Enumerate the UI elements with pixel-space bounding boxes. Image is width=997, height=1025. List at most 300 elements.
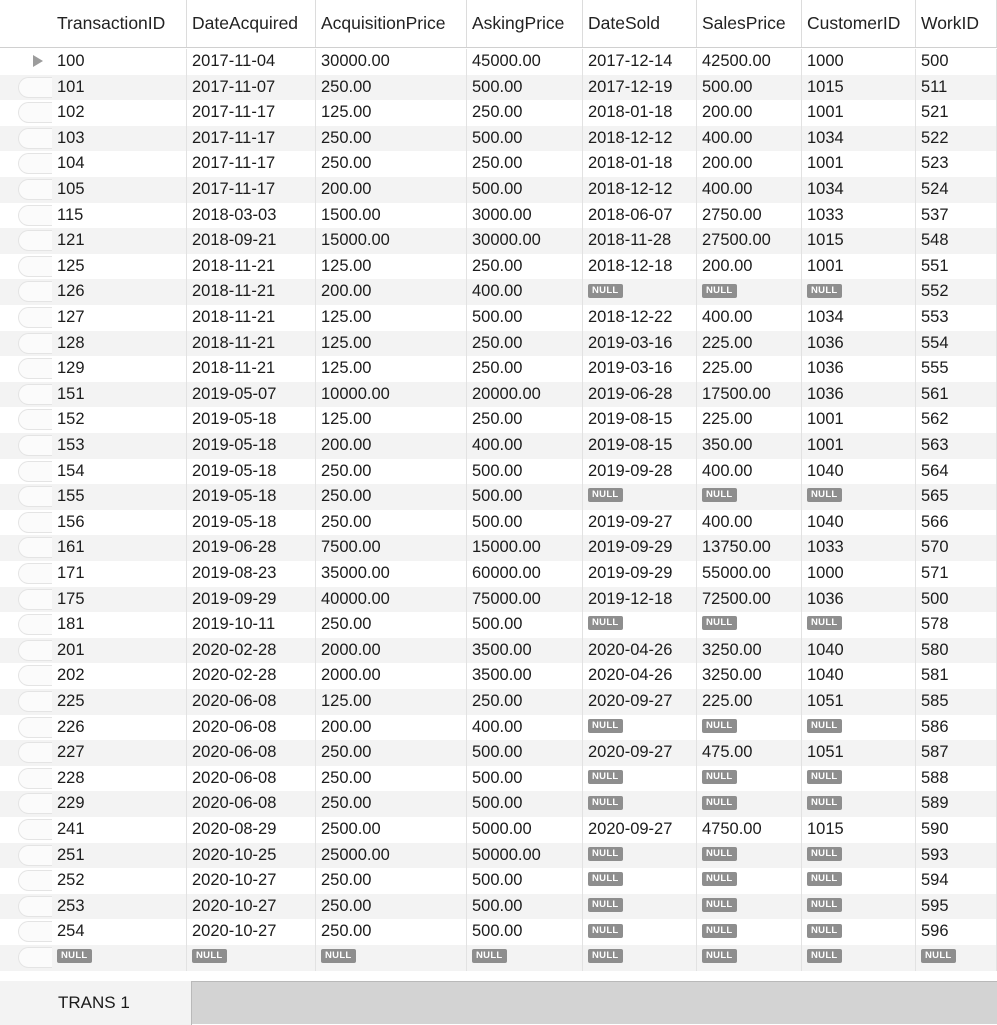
cell-datesold[interactable] — [583, 843, 697, 869]
cell-customerid[interactable] — [802, 715, 916, 741]
cell-customerid[interactable]: 1040 — [802, 638, 916, 664]
cell-acquisitionprice[interactable] — [316, 945, 467, 971]
cell-askingprice[interactable]: 400.00 — [467, 715, 583, 741]
cell-workid[interactable]: 521 — [916, 100, 997, 126]
cell-datesold[interactable]: 2019-09-28 — [583, 459, 697, 485]
table-row[interactable] — [0, 203, 997, 229]
cell-workid[interactable]: 523 — [916, 151, 997, 177]
cell-dateacquired[interactable]: 2019-05-18 — [187, 459, 316, 485]
cell-customerid[interactable]: 1001 — [802, 151, 916, 177]
cell-transactionid[interactable]: 103 — [0, 126, 187, 152]
cell-datesold[interactable] — [583, 484, 697, 510]
cell-datesold[interactable] — [583, 945, 697, 971]
cell-dateacquired[interactable]: 2020-10-27 — [187, 894, 316, 920]
cell-acquisitionprice[interactable]: 250.00 — [316, 868, 467, 894]
cell-salesprice[interactable] — [697, 843, 802, 869]
cell-acquisitionprice[interactable]: 7500.00 — [316, 535, 467, 561]
cell-customerid[interactable]: 1033 — [802, 203, 916, 229]
cell-transactionid[interactable]: 129 — [0, 356, 187, 382]
cell-workid[interactable]: 562 — [916, 407, 997, 433]
cell-workid[interactable]: 563 — [916, 433, 997, 459]
cell-transactionid[interactable]: 153 — [0, 433, 187, 459]
cell-salesprice[interactable]: 3250.00 — [697, 638, 802, 664]
cell-workid[interactable]: 555 — [916, 356, 997, 382]
column-header-transactionid[interactable]: TransactionID — [0, 0, 187, 47]
cell-datesold[interactable]: 2019-08-15 — [583, 433, 697, 459]
cell-datesold[interactable]: 2019-03-16 — [583, 356, 697, 382]
cell-askingprice[interactable]: 250.00 — [467, 100, 583, 126]
cell-datesold[interactable] — [583, 279, 697, 305]
cell-askingprice[interactable]: 250.00 — [467, 331, 583, 357]
table-row[interactable] — [0, 100, 997, 126]
table-row[interactable] — [0, 791, 997, 817]
table-row[interactable] — [0, 407, 997, 433]
cell-acquisitionprice[interactable]: 125.00 — [316, 305, 467, 331]
cell-transactionid[interactable]: 156 — [0, 510, 187, 536]
table-row[interactable] — [0, 894, 997, 920]
cell-salesprice[interactable]: 400.00 — [697, 510, 802, 536]
cell-salesprice[interactable]: 500.00 — [697, 75, 802, 101]
table-row[interactable] — [0, 356, 997, 382]
cell-transactionid[interactable]: 228 — [0, 766, 187, 792]
cell-customerid[interactable]: 1034 — [802, 177, 916, 203]
cell-salesprice[interactable]: 400.00 — [697, 126, 802, 152]
table-row[interactable] — [0, 254, 997, 280]
cell-acquisitionprice[interactable]: 250.00 — [316, 126, 467, 152]
cell-transactionid[interactable]: 254 — [0, 919, 187, 945]
cell-workid[interactable] — [916, 945, 997, 971]
cell-salesprice[interactable] — [697, 484, 802, 510]
cell-workid[interactable]: 500 — [916, 49, 997, 75]
cell-datesold[interactable] — [583, 868, 697, 894]
column-header-dateacquired[interactable]: DateAcquired — [187, 0, 316, 47]
cell-datesold[interactable]: 2018-11-28 — [583, 228, 697, 254]
column-header-salesprice[interactable]: SalesPrice — [697, 0, 802, 47]
cell-transactionid[interactable]: 128 — [0, 331, 187, 357]
cell-acquisitionprice[interactable]: 250.00 — [316, 894, 467, 920]
cell-dateacquired[interactable]: 2020-08-29 — [187, 817, 316, 843]
cell-salesprice[interactable]: 225.00 — [697, 356, 802, 382]
cell-workid[interactable]: 588 — [916, 766, 997, 792]
cell-datesold[interactable]: 2017-12-19 — [583, 75, 697, 101]
cell-acquisitionprice[interactable]: 125.00 — [316, 356, 467, 382]
cell-datesold[interactable]: 2019-09-27 — [583, 510, 697, 536]
cell-transactionid[interactable]: 181 — [0, 612, 187, 638]
cell-dateacquired[interactable]: 2017-11-07 — [187, 75, 316, 101]
cell-acquisitionprice[interactable]: 200.00 — [316, 433, 467, 459]
column-header-workid[interactable]: WorkID — [916, 0, 997, 47]
cell-dateacquired[interactable]: 2019-08-23 — [187, 561, 316, 587]
cell-transactionid[interactable]: 201 — [0, 638, 187, 664]
table-row[interactable] — [0, 689, 997, 715]
cell-askingprice[interactable]: 500.00 — [467, 126, 583, 152]
cell-customerid[interactable]: 1001 — [802, 407, 916, 433]
cell-salesprice[interactable]: 200.00 — [697, 100, 802, 126]
cell-askingprice[interactable]: 500.00 — [467, 612, 583, 638]
cell-askingprice[interactable]: 3500.00 — [467, 663, 583, 689]
cell-customerid[interactable]: 1034 — [802, 305, 916, 331]
cell-dateacquired[interactable]: 2020-06-08 — [187, 766, 316, 792]
cell-dateacquired[interactable]: 2018-11-21 — [187, 254, 316, 280]
cell-salesprice[interactable] — [697, 868, 802, 894]
table-row[interactable] — [0, 919, 997, 945]
cell-workid[interactable]: 589 — [916, 791, 997, 817]
cell-dateacquired[interactable]: 2018-11-21 — [187, 305, 316, 331]
cell-salesprice[interactable]: 13750.00 — [697, 535, 802, 561]
table-row[interactable] — [0, 561, 997, 587]
cell-transactionid[interactable]: 152 — [0, 407, 187, 433]
cell-acquisitionprice[interactable]: 10000.00 — [316, 382, 467, 408]
cell-workid[interactable]: 594 — [916, 868, 997, 894]
cell-salesprice[interactable] — [697, 894, 802, 920]
cell-salesprice[interactable]: 225.00 — [697, 407, 802, 433]
cell-customerid[interactable]: 1033 — [802, 535, 916, 561]
cell-askingprice[interactable]: 15000.00 — [467, 535, 583, 561]
cell-transactionid[interactable]: 241 — [0, 817, 187, 843]
cell-askingprice[interactable]: 500.00 — [467, 740, 583, 766]
cell-customerid[interactable] — [802, 894, 916, 920]
cell-workid[interactable]: 522 — [916, 126, 997, 152]
cell-customerid[interactable]: 1001 — [802, 254, 916, 280]
cell-acquisitionprice[interactable]: 250.00 — [316, 766, 467, 792]
cell-transactionid[interactable]: 102 — [0, 100, 187, 126]
cell-salesprice[interactable] — [697, 791, 802, 817]
cell-acquisitionprice[interactable]: 250.00 — [316, 151, 467, 177]
cell-askingprice[interactable]: 250.00 — [467, 407, 583, 433]
cell-transactionid[interactable]: 229 — [0, 791, 187, 817]
table-row[interactable] — [0, 638, 997, 664]
cell-datesold[interactable]: 2020-09-27 — [583, 740, 697, 766]
table-row[interactable] — [0, 75, 997, 101]
cell-askingprice[interactable]: 60000.00 — [467, 561, 583, 587]
cell-transactionid[interactable]: 105 — [0, 177, 187, 203]
cell-dateacquired[interactable]: 2020-06-08 — [187, 689, 316, 715]
cell-transactionid[interactable]: 115 — [0, 203, 187, 229]
cell-customerid[interactable] — [802, 766, 916, 792]
cell-transactionid[interactable]: 101 — [0, 75, 187, 101]
cell-customerid[interactable]: 1015 — [802, 817, 916, 843]
cell-transactionid[interactable]: 252 — [0, 868, 187, 894]
cell-acquisitionprice[interactable]: 250.00 — [316, 612, 467, 638]
cell-workid[interactable]: 590 — [916, 817, 997, 843]
cell-workid[interactable]: 585 — [916, 689, 997, 715]
cell-salesprice[interactable] — [697, 612, 802, 638]
cell-customerid[interactable]: 1001 — [802, 100, 916, 126]
cell-datesold[interactable]: 2018-12-22 — [583, 305, 697, 331]
cell-transactionid[interactable]: 171 — [0, 561, 187, 587]
cell-salesprice[interactable]: 200.00 — [697, 151, 802, 177]
column-header-askingprice[interactable]: AskingPrice — [467, 0, 583, 47]
cell-acquisitionprice[interactable]: 250.00 — [316, 791, 467, 817]
column-header-customerid[interactable]: CustomerID — [802, 0, 916, 47]
cell-dateacquired[interactable]: 2019-05-18 — [187, 510, 316, 536]
cell-askingprice[interactable]: 500.00 — [467, 894, 583, 920]
cell-dateacquired[interactable]: 2017-11-17 — [187, 151, 316, 177]
cell-customerid[interactable]: 1036 — [802, 331, 916, 357]
cell-askingprice[interactable]: 500.00 — [467, 791, 583, 817]
table-row[interactable] — [0, 382, 997, 408]
cell-datesold[interactable]: 2019-09-29 — [583, 535, 697, 561]
cell-customerid[interactable] — [802, 843, 916, 869]
cell-workid[interactable]: 554 — [916, 331, 997, 357]
cell-datesold[interactable]: 2019-08-15 — [583, 407, 697, 433]
cell-salesprice[interactable]: 4750.00 — [697, 817, 802, 843]
cell-salesprice[interactable]: 27500.00 — [697, 228, 802, 254]
cell-askingprice[interactable]: 500.00 — [467, 919, 583, 945]
table-row[interactable] — [0, 279, 997, 305]
table-row[interactable] — [0, 510, 997, 536]
cell-transactionid[interactable]: 127 — [0, 305, 187, 331]
cell-dateacquired[interactable]: 2018-11-21 — [187, 331, 316, 357]
cell-askingprice[interactable]: 500.00 — [467, 868, 583, 894]
cell-askingprice[interactable]: 400.00 — [467, 433, 583, 459]
cell-datesold[interactable]: 2019-09-29 — [583, 561, 697, 587]
cell-customerid[interactable]: 1040 — [802, 663, 916, 689]
cell-datesold[interactable] — [583, 894, 697, 920]
cell-customerid[interactable] — [802, 612, 916, 638]
cell-workid[interactable]: 570 — [916, 535, 997, 561]
cell-customerid[interactable]: 1000 — [802, 49, 916, 75]
table-row[interactable] — [0, 663, 997, 689]
cell-salesprice[interactable]: 55000.00 — [697, 561, 802, 587]
cell-transactionid[interactable]: 227 — [0, 740, 187, 766]
table-row[interactable] — [0, 766, 997, 792]
cell-acquisitionprice[interactable]: 250.00 — [316, 740, 467, 766]
cell-customerid[interactable]: 1015 — [802, 228, 916, 254]
cell-datesold[interactable]: 2020-09-27 — [583, 689, 697, 715]
cell-acquisitionprice[interactable]: 40000.00 — [316, 587, 467, 613]
cell-salesprice[interactable]: 42500.00 — [697, 49, 802, 75]
cell-dateacquired[interactable]: 2020-06-08 — [187, 740, 316, 766]
cell-dateacquired[interactable]: 2018-03-03 — [187, 203, 316, 229]
cell-dateacquired[interactable] — [187, 945, 316, 971]
cell-dateacquired[interactable]: 2020-02-28 — [187, 663, 316, 689]
table-row[interactable] — [0, 305, 997, 331]
table-row[interactable] — [0, 715, 997, 741]
cell-datesold[interactable] — [583, 766, 697, 792]
cell-dateacquired[interactable]: 2019-06-28 — [187, 535, 316, 561]
cell-askingprice[interactable]: 30000.00 — [467, 228, 583, 254]
table-row[interactable] — [0, 587, 997, 613]
cell-askingprice[interactable]: 20000.00 — [467, 382, 583, 408]
cell-acquisitionprice[interactable]: 200.00 — [316, 177, 467, 203]
table-row[interactable] — [0, 459, 997, 485]
table-row[interactable] — [0, 612, 997, 638]
cell-customerid[interactable] — [802, 945, 916, 971]
cell-customerid[interactable] — [802, 484, 916, 510]
result-tab-trans-1[interactable]: TRANS 1 — [0, 981, 192, 1025]
cell-dateacquired[interactable]: 2019-10-11 — [187, 612, 316, 638]
cell-workid[interactable]: 580 — [916, 638, 997, 664]
cell-transactionid[interactable]: 154 — [0, 459, 187, 485]
cell-workid[interactable]: 571 — [916, 561, 997, 587]
table-row[interactable] — [0, 49, 997, 75]
cell-dateacquired[interactable]: 2019-05-18 — [187, 484, 316, 510]
cell-customerid[interactable]: 1000 — [802, 561, 916, 587]
cell-salesprice[interactable]: 475.00 — [697, 740, 802, 766]
table-row[interactable] — [0, 868, 997, 894]
cell-workid[interactable]: 565 — [916, 484, 997, 510]
table-row[interactable] — [0, 177, 997, 203]
cell-askingprice[interactable]: 50000.00 — [467, 843, 583, 869]
cell-askingprice[interactable]: 500.00 — [467, 459, 583, 485]
cell-datesold[interactable]: 2017-12-14 — [583, 49, 697, 75]
cell-datesold[interactable]: 2019-06-28 — [583, 382, 697, 408]
cell-salesprice[interactable]: 200.00 — [697, 254, 802, 280]
cell-dateacquired[interactable]: 2019-05-07 — [187, 382, 316, 408]
cell-transactionid[interactable]: 161 — [0, 535, 187, 561]
cell-dateacquired[interactable]: 2017-11-04 — [187, 49, 316, 75]
cell-transactionid[interactable]: 100 — [0, 49, 187, 75]
cell-customerid[interactable]: 1034 — [802, 126, 916, 152]
cell-acquisitionprice[interactable]: 125.00 — [316, 689, 467, 715]
cell-customerid[interactable] — [802, 868, 916, 894]
cell-customerid[interactable]: 1036 — [802, 382, 916, 408]
cell-acquisitionprice[interactable]: 25000.00 — [316, 843, 467, 869]
cell-transactionid[interactable]: 151 — [0, 382, 187, 408]
cell-customerid[interactable]: 1040 — [802, 510, 916, 536]
table-row[interactable] — [0, 433, 997, 459]
cell-acquisitionprice[interactable]: 125.00 — [316, 331, 467, 357]
cell-datesold[interactable]: 2018-01-18 — [583, 151, 697, 177]
cell-transactionid[interactable]: 253 — [0, 894, 187, 920]
cell-customerid[interactable] — [802, 279, 916, 305]
cell-askingprice[interactable]: 500.00 — [467, 305, 583, 331]
cell-workid[interactable]: 595 — [916, 894, 997, 920]
cell-dateacquired[interactable]: 2020-10-25 — [187, 843, 316, 869]
cell-acquisitionprice[interactable]: 200.00 — [316, 715, 467, 741]
cell-workid[interactable]: 566 — [916, 510, 997, 536]
cell-dateacquired[interactable]: 2020-06-08 — [187, 715, 316, 741]
cell-dateacquired[interactable]: 2018-09-21 — [187, 228, 316, 254]
cell-dateacquired[interactable]: 2020-10-27 — [187, 919, 316, 945]
cell-acquisitionprice[interactable]: 250.00 — [316, 459, 467, 485]
cell-customerid[interactable]: 1015 — [802, 75, 916, 101]
cell-askingprice[interactable]: 400.00 — [467, 279, 583, 305]
cell-acquisitionprice[interactable]: 1500.00 — [316, 203, 467, 229]
cell-acquisitionprice[interactable]: 30000.00 — [316, 49, 467, 75]
cell-workid[interactable]: 553 — [916, 305, 997, 331]
cell-workid[interactable]: 596 — [916, 919, 997, 945]
cell-transactionid[interactable]: 225 — [0, 689, 187, 715]
cell-dateacquired[interactable]: 2019-05-18 — [187, 433, 316, 459]
cell-salesprice[interactable]: 225.00 — [697, 689, 802, 715]
cell-salesprice[interactable]: 72500.00 — [697, 587, 802, 613]
cell-datesold[interactable]: 2018-12-18 — [583, 254, 697, 280]
cell-salesprice[interactable]: 400.00 — [697, 177, 802, 203]
table-row[interactable] — [0, 945, 997, 971]
cell-transactionid[interactable]: 155 — [0, 484, 187, 510]
table-row[interactable] — [0, 151, 997, 177]
cell-datesold[interactable] — [583, 791, 697, 817]
cell-askingprice[interactable]: 75000.00 — [467, 587, 583, 613]
cell-transactionid[interactable] — [0, 945, 187, 971]
cell-transactionid[interactable]: 202 — [0, 663, 187, 689]
cell-workid[interactable]: 511 — [916, 75, 997, 101]
cell-datesold[interactable]: 2020-04-26 — [583, 638, 697, 664]
cell-salesprice[interactable]: 350.00 — [697, 433, 802, 459]
cell-workid[interactable]: 561 — [916, 382, 997, 408]
cell-transactionid[interactable]: 121 — [0, 228, 187, 254]
cell-salesprice[interactable]: 400.00 — [697, 459, 802, 485]
cell-dateacquired[interactable]: 2020-02-28 — [187, 638, 316, 664]
cell-acquisitionprice[interactable]: 2000.00 — [316, 638, 467, 664]
cell-customerid[interactable]: 1036 — [802, 587, 916, 613]
table-row[interactable] — [0, 331, 997, 357]
cell-acquisitionprice[interactable]: 250.00 — [316, 484, 467, 510]
cell-datesold[interactable]: 2019-12-18 — [583, 587, 697, 613]
cell-workid[interactable]: 586 — [916, 715, 997, 741]
cell-workid[interactable]: 537 — [916, 203, 997, 229]
cell-workid[interactable]: 593 — [916, 843, 997, 869]
cell-dateacquired[interactable]: 2019-05-18 — [187, 407, 316, 433]
cell-acquisitionprice[interactable]: 250.00 — [316, 919, 467, 945]
cell-askingprice[interactable]: 45000.00 — [467, 49, 583, 75]
cell-datesold[interactable]: 2018-01-18 — [583, 100, 697, 126]
cell-datesold[interactable] — [583, 919, 697, 945]
cell-workid[interactable]: 587 — [916, 740, 997, 766]
cell-askingprice[interactable]: 250.00 — [467, 151, 583, 177]
cell-acquisitionprice[interactable]: 35000.00 — [316, 561, 467, 587]
table-row[interactable] — [0, 535, 997, 561]
cell-acquisitionprice[interactable]: 125.00 — [316, 407, 467, 433]
cell-acquisitionprice[interactable]: 125.00 — [316, 100, 467, 126]
cell-customerid[interactable]: 1040 — [802, 459, 916, 485]
cell-acquisitionprice[interactable]: 200.00 — [316, 279, 467, 305]
cell-acquisitionprice[interactable]: 250.00 — [316, 75, 467, 101]
cell-dateacquired[interactable]: 2017-11-17 — [187, 177, 316, 203]
cell-askingprice[interactable]: 3000.00 — [467, 203, 583, 229]
cell-salesprice[interactable]: 225.00 — [697, 331, 802, 357]
cell-dateacquired[interactable]: 2017-11-17 — [187, 126, 316, 152]
cell-askingprice[interactable] — [467, 945, 583, 971]
cell-salesprice[interactable]: 400.00 — [697, 305, 802, 331]
cell-askingprice[interactable]: 500.00 — [467, 510, 583, 536]
cell-salesprice[interactable] — [697, 919, 802, 945]
cell-transactionid[interactable]: 175 — [0, 587, 187, 613]
cell-askingprice[interactable]: 500.00 — [467, 75, 583, 101]
table-row[interactable] — [0, 484, 997, 510]
cell-transactionid[interactable]: 104 — [0, 151, 187, 177]
cell-askingprice[interactable]: 500.00 — [467, 766, 583, 792]
cell-workid[interactable]: 500 — [916, 587, 997, 613]
cell-datesold[interactable]: 2018-12-12 — [583, 126, 697, 152]
cell-transactionid[interactable]: 226 — [0, 715, 187, 741]
cell-datesold[interactable]: 2019-03-16 — [583, 331, 697, 357]
cell-dateacquired[interactable]: 2017-11-17 — [187, 100, 316, 126]
cell-customerid[interactable]: 1036 — [802, 356, 916, 382]
cell-datesold[interactable]: 2018-12-12 — [583, 177, 697, 203]
cell-askingprice[interactable]: 500.00 — [467, 177, 583, 203]
cell-acquisitionprice[interactable]: 125.00 — [316, 254, 467, 280]
cell-askingprice[interactable]: 250.00 — [467, 254, 583, 280]
cell-datesold[interactable]: 2018-06-07 — [583, 203, 697, 229]
cell-customerid[interactable]: 1051 — [802, 689, 916, 715]
cell-workid[interactable]: 564 — [916, 459, 997, 485]
cell-salesprice[interactable]: 17500.00 — [697, 382, 802, 408]
table-row[interactable] — [0, 817, 997, 843]
cell-acquisitionprice[interactable]: 2000.00 — [316, 663, 467, 689]
cell-askingprice[interactable]: 3500.00 — [467, 638, 583, 664]
cell-customerid[interactable]: 1051 — [802, 740, 916, 766]
cell-askingprice[interactable]: 500.00 — [467, 484, 583, 510]
cell-workid[interactable]: 524 — [916, 177, 997, 203]
cell-workid[interactable]: 578 — [916, 612, 997, 638]
cell-transactionid[interactable]: 251 — [0, 843, 187, 869]
cell-acquisitionprice[interactable]: 2500.00 — [316, 817, 467, 843]
table-row[interactable] — [0, 228, 997, 254]
cell-askingprice[interactable]: 250.00 — [467, 356, 583, 382]
